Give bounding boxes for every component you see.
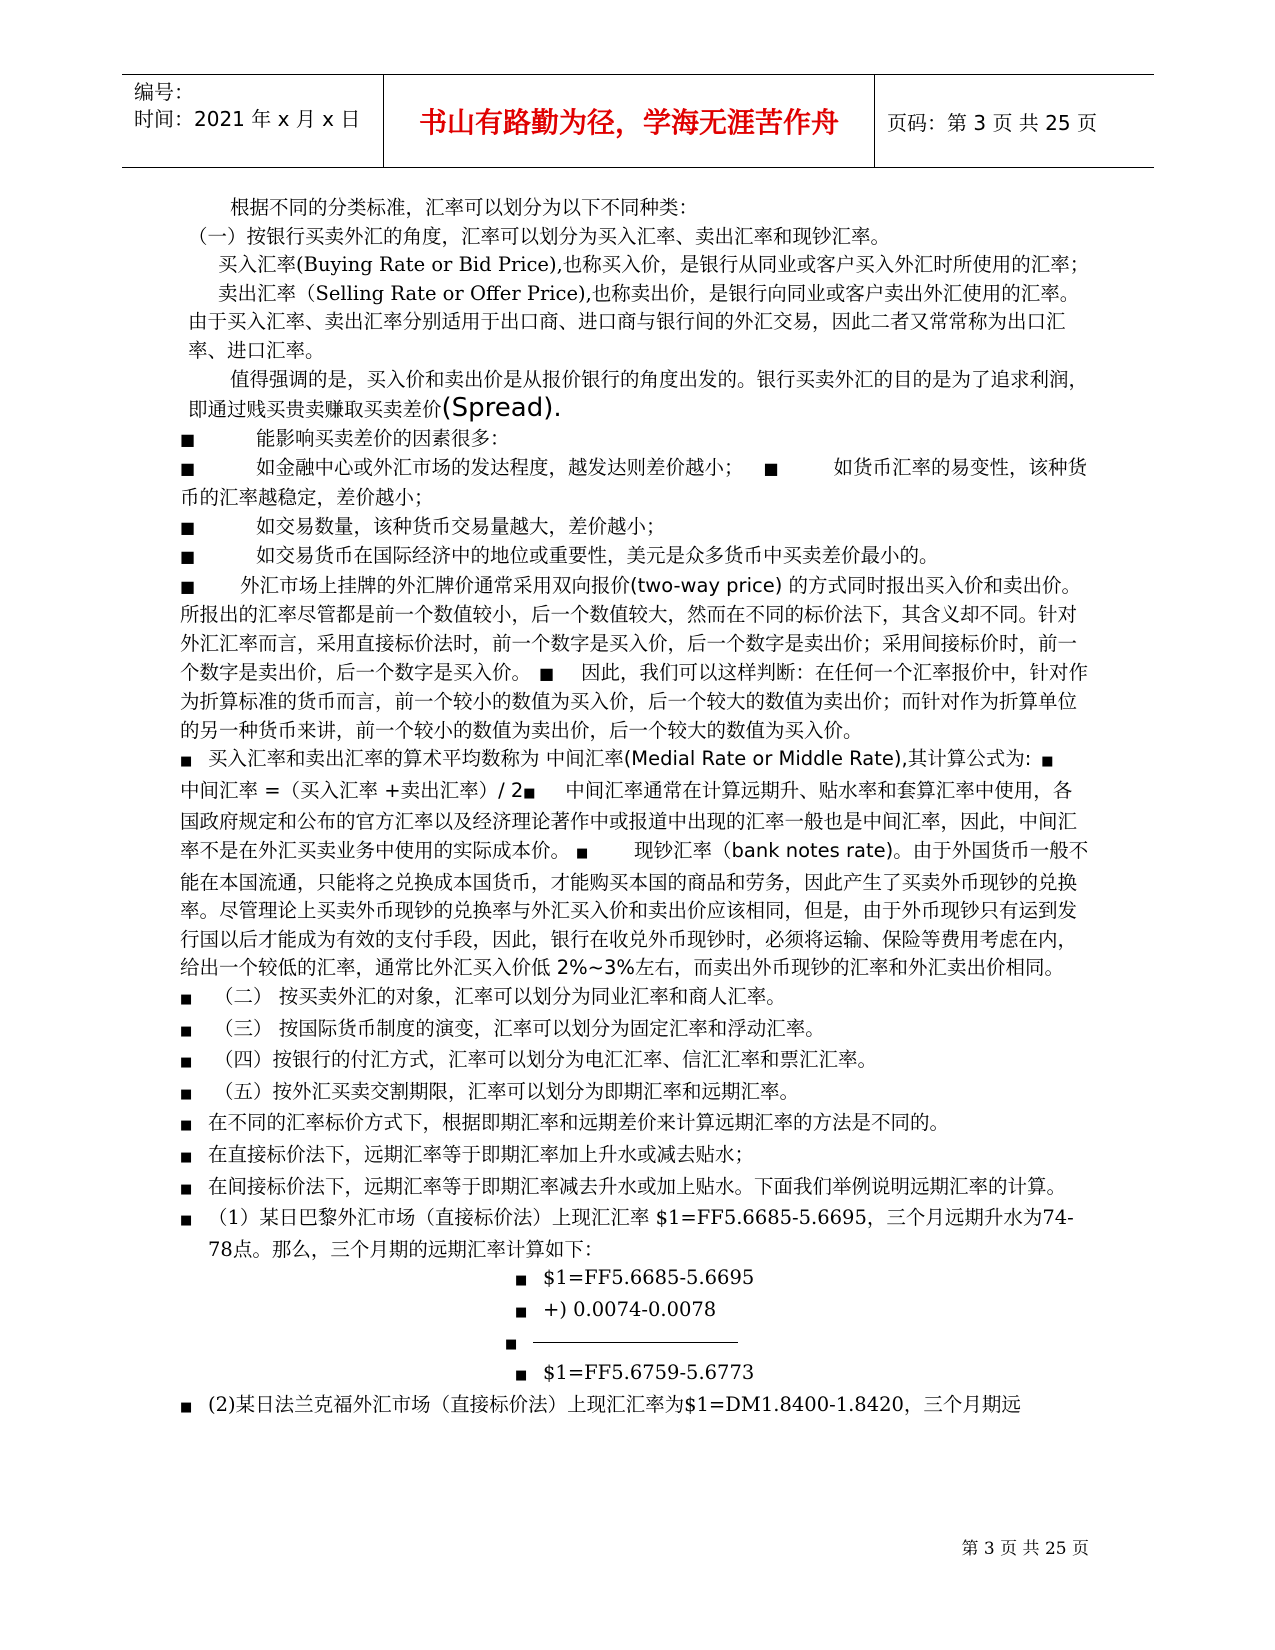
bullet-text: 。由于外国货币一般不能在本国流通，只能将之兑换成本国货币，才能购买本国的商品和劳务，因此产生了买卖外币现钞的兑换率。尽管理论上买卖外币现钞的兑换率与外汇买入价和卖出价应该相同，但是，由于外币现钞只有运到发行国以后才能成为有效的支付手段，因此，银行在收兑外币现钞时，必须将运输、保险等费用考虑在内，给出一个较低的汇率，通常比外汇买入价低 bbox=[180, 839, 1089, 980]
bullet-text: 在直接标价法下，远期汇率等于即期汇率加上升水或减去贴水； bbox=[208, 1143, 755, 1166]
bullet-text: 能影响买卖差价的因素很多： bbox=[256, 426, 510, 450]
paragraph: （一）按银行买卖外汇的角度，汇率可以划分为买入汇率、卖出汇率和现钞汇率。 bbox=[188, 224, 891, 248]
bullet-item bbox=[180, 542, 1090, 572]
page-header bbox=[122, 74, 1154, 168]
bullet-item bbox=[180, 425, 1090, 455]
bullet-icon: ■ bbox=[515, 1273, 528, 1289]
bullet-text: 中间汇率 bbox=[180, 778, 259, 802]
calc-underline bbox=[533, 1342, 738, 1343]
paragraph-text: 值得强调的是，买入价和卖出价是从报价银行的角度出发的。银行买卖外汇的目的是为了追求利润，即通过贱买贵卖赚取买卖差价 bbox=[188, 367, 1089, 422]
header-page-info: 页码：第 3 页 共 25 页 bbox=[887, 110, 1097, 135]
bullet-item bbox=[180, 1046, 1090, 1078]
bullet-text: (two-way price) bbox=[630, 573, 783, 597]
bullet-icon: ■ bbox=[180, 1086, 193, 1102]
bullet-text: bank notes rate) bbox=[731, 839, 894, 863]
bullet-text: 的方式同时报出买入价和卖出价。所报出的汇率尽管都是前一个数值较小，后一个数值较大，然而在不同的标价法下，其含义却不同。针对外汇汇率而言，采用直接标价法时，前一个数字是买入价，后一个数字是卖出价；采用间接标价时，前一个数字是卖出价，后一个数字是买入价。 bbox=[180, 573, 1082, 684]
bullet-text: 在间接标价法下，远期汇率等于即期汇率减去升水或加上贴水。下面我们举例说明远期汇率的计算。 bbox=[208, 1174, 1067, 1198]
bullet-icon: ■ bbox=[180, 1055, 193, 1071]
bullet-text: （三） 按国际货币制度的演变，汇率可以划分为固定汇率和浮动汇率。 bbox=[214, 1016, 825, 1040]
forward-rate-calculation bbox=[188, 1264, 1090, 1390]
bullet-icon: ■ bbox=[523, 785, 536, 801]
bullet-text: (Medial Rate or Middle Rate), bbox=[623, 747, 908, 771]
calc-text: $1=FF5.6685-5.6695 bbox=[543, 1266, 755, 1290]
bullet-item bbox=[180, 983, 1090, 1015]
calc-line bbox=[505, 1328, 1090, 1360]
header-motto: 书山有路勤为径，学海无涯苦作舟 bbox=[384, 75, 875, 167]
bullet-icon: ■ bbox=[180, 1399, 193, 1415]
header-number-label: 编号： bbox=[134, 80, 194, 104]
bullet-icon: ■ bbox=[180, 1118, 193, 1134]
bullet-icon: ■ bbox=[180, 1023, 193, 1039]
bullet-text: 买入汇率和卖出汇率的算术平均数称为 中间汇率 bbox=[208, 747, 624, 771]
bullet-icon: ■ bbox=[576, 846, 589, 862]
bullet-icon: ■ bbox=[515, 1368, 528, 1384]
bullet-icon: ■ bbox=[1041, 754, 1054, 770]
bullet-item bbox=[180, 513, 1090, 543]
spread-term: (Spread). bbox=[441, 393, 562, 424]
bullet-text: 因此，我们可以这样判断：在任何一个汇率报价中，针对作为折算标准的货币而言，前一个较小的数值为买入价，后一个较大的数值为卖出价；而针对作为折算单位的另一种货币来讲，前一个较小的数值为卖出价，后一个较大的数值为买入价。 bbox=[180, 660, 1089, 742]
bullet-item bbox=[180, 1391, 1090, 1423]
bullet-item bbox=[180, 745, 1090, 983]
bullet-text: 在不同的汇率标价方式下，根据即期汇率和远期差价来计算远期汇率的方法是不同的。 bbox=[208, 1111, 950, 1135]
bullet-text: 如货币汇率的易变性，该种货币的汇率越稳定，差价越小； bbox=[180, 456, 1088, 509]
bullet-icon: ■ bbox=[180, 1150, 193, 1165]
calc-line bbox=[515, 1264, 1090, 1296]
bullet-item bbox=[180, 1078, 1090, 1110]
bullet-text: （五）按外汇买卖交割期限，汇率可以划分为即期汇率和远期汇率。 bbox=[214, 1079, 800, 1103]
bullet-text: 外汇市场上挂牌的外汇牌价通常采用双向报价 bbox=[240, 573, 631, 597]
document-body bbox=[180, 194, 1090, 1422]
page-footer: 第 3 页 共 25 页 bbox=[961, 1539, 1089, 1559]
bullet-text: （二） 按买卖外汇的对象，汇率可以划分为同业汇率和商人汇率。 bbox=[214, 985, 786, 1009]
bullet-text: 如交易货币在国际经济中的地位或重要性，美元是众多货币中买卖差价最小的。 bbox=[256, 544, 939, 568]
bullet-text: 现钞汇率 bbox=[634, 839, 713, 863]
paragraph: 买入汇率(Buying Rate or Bid Price),也称买入价，是银行从同业或客户买入外汇时所使用的汇率； bbox=[218, 253, 1090, 277]
bullet-icon: ■ bbox=[763, 459, 779, 479]
bullet-text: 左右，而卖出外币现钞的汇率和外汇卖出价相同。 bbox=[634, 956, 1064, 980]
bullet-text: （四）按银行的付汇方式，汇率可以划分为电汇汇率、信汇汇率和票汇汇率。 bbox=[214, 1048, 878, 1072]
paragraph bbox=[188, 366, 1090, 425]
paragraph: 卖出汇率（Selling Rate or Offer Price),也称卖出价，是银行向同业或客户卖出外汇使用的汇率。由于买入汇率、卖出汇率分别适用于出口商、进口商与银行间的外汇交易，因此二者又常常称为出口汇率、进口汇率。 bbox=[188, 281, 1080, 362]
bullet-icon: ■ bbox=[180, 517, 196, 537]
calc-text: $1=FF5.6759-5.6773 bbox=[543, 1361, 755, 1385]
bullet-icon: ■ bbox=[515, 1304, 528, 1320]
bullet-item bbox=[180, 1109, 1090, 1141]
bullet-icon: ■ bbox=[180, 547, 196, 567]
bullet-icon: ■ bbox=[180, 1213, 193, 1229]
header-meta bbox=[122, 75, 384, 167]
bullet-item bbox=[180, 1015, 1090, 1047]
bullet-text: (2)某日法兰克福外汇市场（直接标价法）上现汇汇率为$1=DM1.8400-1.8420，三个月期远 bbox=[208, 1392, 1021, 1416]
bullet-text: =（买入汇率 +卖出汇率）/ 2 bbox=[258, 778, 524, 802]
bullet-text: 如交易数量，该种货币交易量越大，差价越小； bbox=[256, 514, 666, 538]
calc-line bbox=[515, 1359, 1090, 1391]
bullet-item bbox=[180, 1141, 1090, 1173]
bullet-item bbox=[180, 1173, 1090, 1205]
bullet-text: 中间汇率通常在计算远期升、贴水率和套算汇率中使用，各国政府规定和公布的官方汇率以及经济理论著作中或报道中出现的汇率一般也是中间汇率，因此，中间汇率不是在外汇买卖业务中使用的实际成本价。 bbox=[180, 778, 1078, 863]
bullet-text: : bbox=[1024, 747, 1032, 771]
calc-line bbox=[515, 1296, 1090, 1328]
bullet-text: 其计算公式为 bbox=[907, 747, 1025, 771]
bullet-text: 如金融中心或外汇市场的发达程度，越发达则差价越小； bbox=[256, 456, 744, 480]
bullet-icon: ■ bbox=[505, 1336, 518, 1352]
bullet-icon: ■ bbox=[180, 1181, 193, 1197]
bullet-icon: ■ bbox=[180, 429, 196, 449]
bullet-icon: ■ bbox=[180, 459, 196, 479]
bullet-icon: ■ bbox=[539, 663, 555, 683]
bullet-item bbox=[180, 572, 1090, 746]
bullet-icon: ■ bbox=[180, 576, 196, 596]
calc-text: +) 0.0074-0.0078 bbox=[543, 1297, 717, 1321]
bullet-text: （ bbox=[712, 839, 732, 863]
bullet-text: （1）某日巴黎外汇市场（直接标价法）上现汇汇率 $1=FF5.6685-5.6695，三个月远期升水为74-78点。那么，三个月期的远期汇率计算如下： bbox=[208, 1206, 1074, 1261]
header-time-label: 时间：2021 年 x 月 x 日 bbox=[134, 107, 361, 131]
bullet-icon: ■ bbox=[180, 754, 193, 770]
paragraph: 根据不同的分类标准，汇率可以划分为以下不同种类： bbox=[230, 196, 699, 219]
bullet-text: 2%~3% bbox=[550, 956, 635, 980]
bullet-icon: ■ bbox=[180, 992, 193, 1008]
bullet-item bbox=[180, 1204, 1090, 1264]
bullet-item bbox=[180, 454, 1090, 512]
